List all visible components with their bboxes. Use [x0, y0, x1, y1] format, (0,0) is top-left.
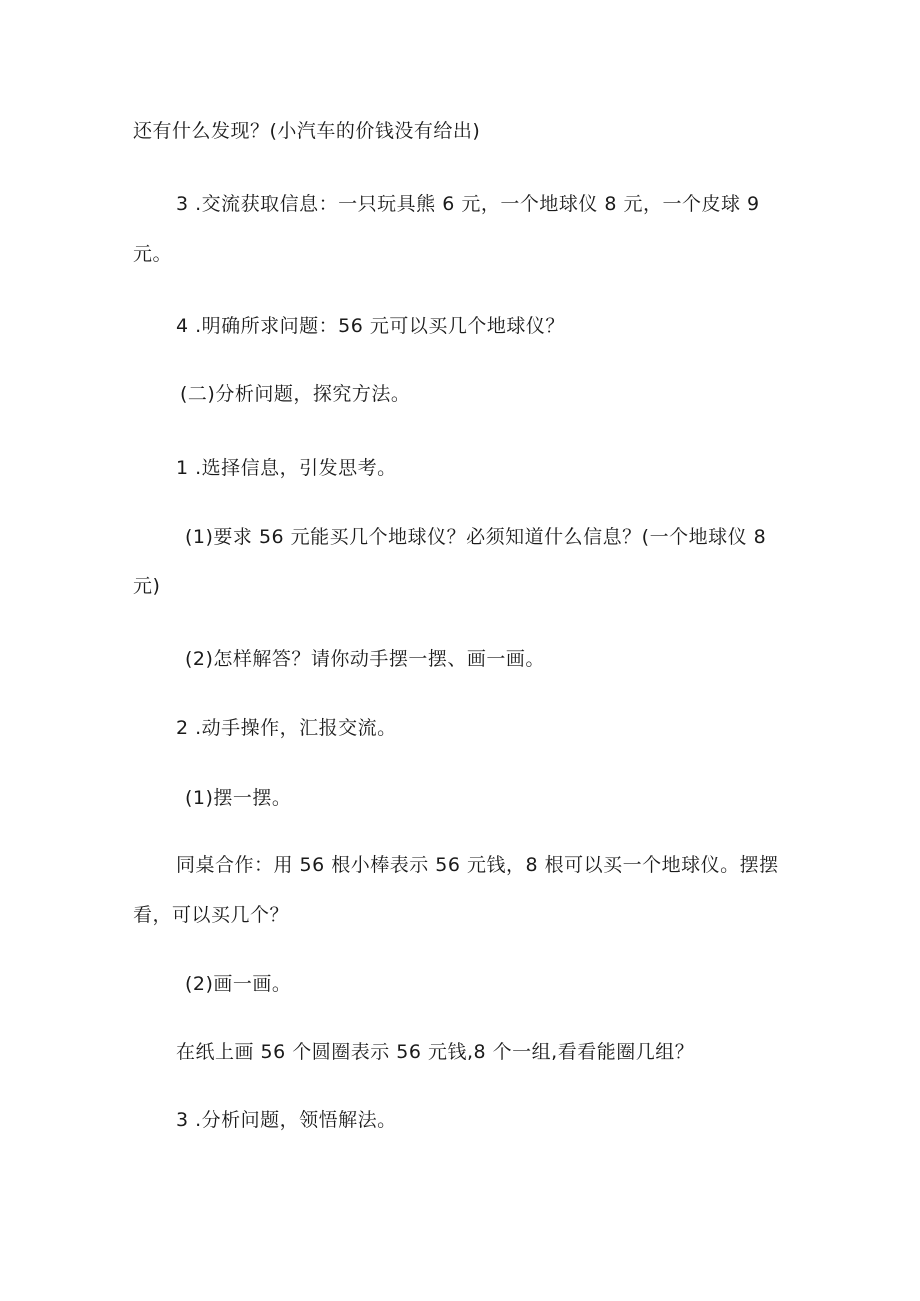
text-line-7: (1)要求 56 元能买几个地球仪？必须知道什么信息？(一个地球仪 8 [185, 526, 767, 548]
section-heading: (二)分析问题，探究方法。 [180, 383, 411, 405]
text-line-16: 3 .分析问题，领悟解法。 [176, 1109, 397, 1131]
text-line-10: 2 .动手操作，汇报交流。 [176, 717, 397, 739]
text-line-8: 元) [133, 575, 161, 597]
text-line-13: 看，可以买几个？ [133, 904, 290, 926]
text-line-2: 3 .交流获取信息：一只玩具熊 6 元，一个地球仪 8 元，一个皮球 9 [176, 193, 760, 215]
text-line-1: 还有什么发现？(小汽车的价钱没有给出) [133, 120, 481, 142]
text-line-11: (1)摆一摆。 [185, 787, 292, 809]
text-line-12: 同桌合作：用 56 根小棒表示 56 元钱，8 根可以买一个地球仪。摆摆 [176, 854, 779, 876]
text-line-14: (2)画一画。 [185, 973, 292, 995]
text-line-3: 元。 [133, 243, 173, 265]
text-line-15: 在纸上画 56 个圆圈表示 56 元钱,8 个一组,看看能圈几组？ [176, 1041, 695, 1063]
text-line-4: 4 .明确所求问题：56 元可以买几个地球仪？ [176, 315, 565, 337]
text-line-9: (2)怎样解答？请你动手摆一摆、画一画。 [185, 648, 545, 670]
text-line-6: 1 .选择信息，引发思考。 [176, 457, 397, 479]
